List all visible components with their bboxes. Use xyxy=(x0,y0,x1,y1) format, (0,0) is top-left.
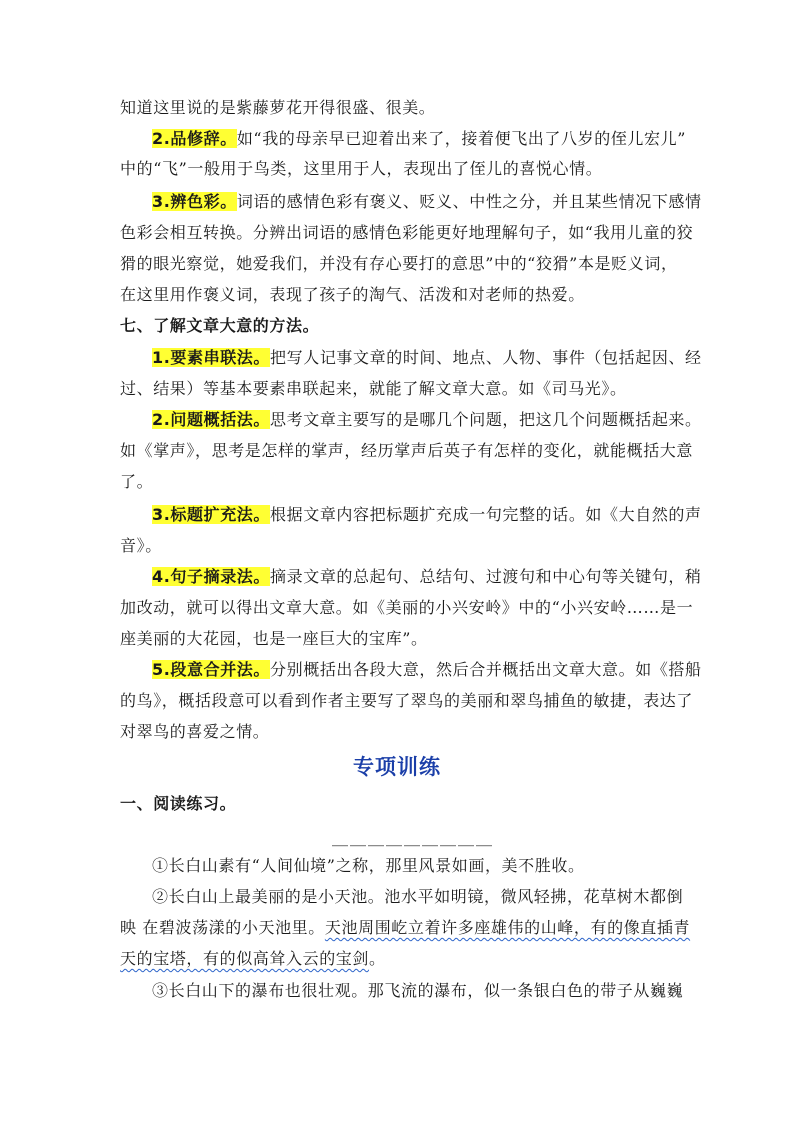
text-line: 知道这里说的是紫藤萝花开得很盛、很美。 xyxy=(120,98,436,117)
method-1 xyxy=(152,347,702,369)
text-line: 中的“飞”一般用于鸟类，这里用于人，表现出了侄儿的喜悦心情。 xyxy=(120,159,603,178)
text-line: 在这里用作褒义词，表现了孩子的淘气、活泼和对老师的热爱。 xyxy=(120,285,585,304)
highlight-label: 2.问题概括法。 xyxy=(152,410,271,429)
text-line: 摘录文章的总起句、总结句、过渡句和中心句等关键句，稍 xyxy=(270,567,702,586)
method-5 xyxy=(152,659,702,681)
highlight-label: 4.句子摘录法。 xyxy=(152,567,271,586)
wavy-underlined-text: 天的宝塔，有的似高耸入云的宝剑 xyxy=(120,949,370,968)
method-4 xyxy=(152,566,702,588)
exercise-heading: 一、阅读练习。 xyxy=(120,794,237,813)
paragraph-rhetoric xyxy=(152,128,686,150)
passage-paragraph-1: ①长白山素有“人间仙境”之称，那里风景如画，美不胜收。 xyxy=(152,856,585,875)
text-line: 色彩会相互转换。分辨出词语的感情色彩能更好地理解句子，如“我用儿童的狡 xyxy=(120,223,694,242)
text-line: 过、结果）等基本要素串联起来，就能了解文章大意。如《司马光》。 xyxy=(120,379,627,398)
method-3 xyxy=(152,504,702,526)
highlight-label: 5.段意合并法。 xyxy=(152,660,271,679)
section-heading: 七、了解文章大意的方法。 xyxy=(120,316,320,335)
text-line: 猾的眼光察觉，她爱我们，并没有存心要打的意思”中的“狡猾”本是贬义词， xyxy=(120,254,678,273)
text-line: 的鸟》，概括段意可以看到作者主要写了翠鸟的美丽和翠鸟捕鱼的敏捷，表达了 xyxy=(120,691,694,710)
text-line: 分别概括出各段大意，然后合并概括出文章大意。如《搭船 xyxy=(270,660,702,679)
paragraph-color xyxy=(152,191,702,213)
blank-title-line: ＿＿＿＿＿＿＿＿＿ xyxy=(332,829,495,848)
method-2 xyxy=(152,409,702,431)
wavy-underlined-text: 天池周围屹立着许多座雄伟的山峰，有的像直插青 xyxy=(324,918,691,937)
section-title: 专项训练 xyxy=(353,755,441,779)
text-line: 词语的感情色彩有褒义、贬义、中性之分，并且某些情况下感情 xyxy=(236,192,702,211)
highlight-label: 2.品修辞。 xyxy=(152,129,237,148)
text-line: 加改动，就可以得出文章大意。如《美丽的小兴安岭》中的“小兴安岭……是一 xyxy=(120,598,694,617)
text-line: 音》。 xyxy=(120,536,162,555)
highlight-label: 3.辨色彩。 xyxy=(152,192,237,211)
text-line: 对翠鸟的喜爱之情。 xyxy=(120,722,270,741)
text-line xyxy=(120,917,690,939)
text-line: 把写人记事文章的时间、地点、人物、事件（包括起因、经 xyxy=(270,348,702,367)
highlight-label: 1.要素串联法。 xyxy=(152,348,271,367)
passage-paragraph-2: ②长白山上最美丽的是小天池。池水平如明镜，微风轻拂，花草树木都倒 xyxy=(152,887,684,906)
text-line: 如《掌声》，思考是怎样的掌声，经历掌声后英子有怎样的变化，就能概括大意 xyxy=(120,441,694,460)
text-line: 座美丽的大花园，也是一座巨大的宝库”。 xyxy=(120,629,428,648)
text-line xyxy=(120,948,386,970)
highlight-label: 3.标题扩充法。 xyxy=(152,505,271,524)
passage-paragraph-3: ③长白山下的瀑布也很壮观。那飞流的瀑布，似一条银白色的带子从巍巍 xyxy=(152,981,684,1000)
text-span: 。 xyxy=(369,949,386,968)
text-line: 根据文章内容把标题扩充成一句完整的话。如《大自然的声 xyxy=(270,505,702,524)
text-line: 思考文章主要写的是哪几个问题，把这几个问题概括起来。 xyxy=(270,410,702,429)
text-line: 如“我的母亲早已迎着出来了，接着便飞出了八岁的侄儿宏儿” xyxy=(236,129,686,148)
text-line: 了。 xyxy=(120,472,154,491)
text-span: 映 在碧波荡漾的小天池里。 xyxy=(120,918,325,937)
